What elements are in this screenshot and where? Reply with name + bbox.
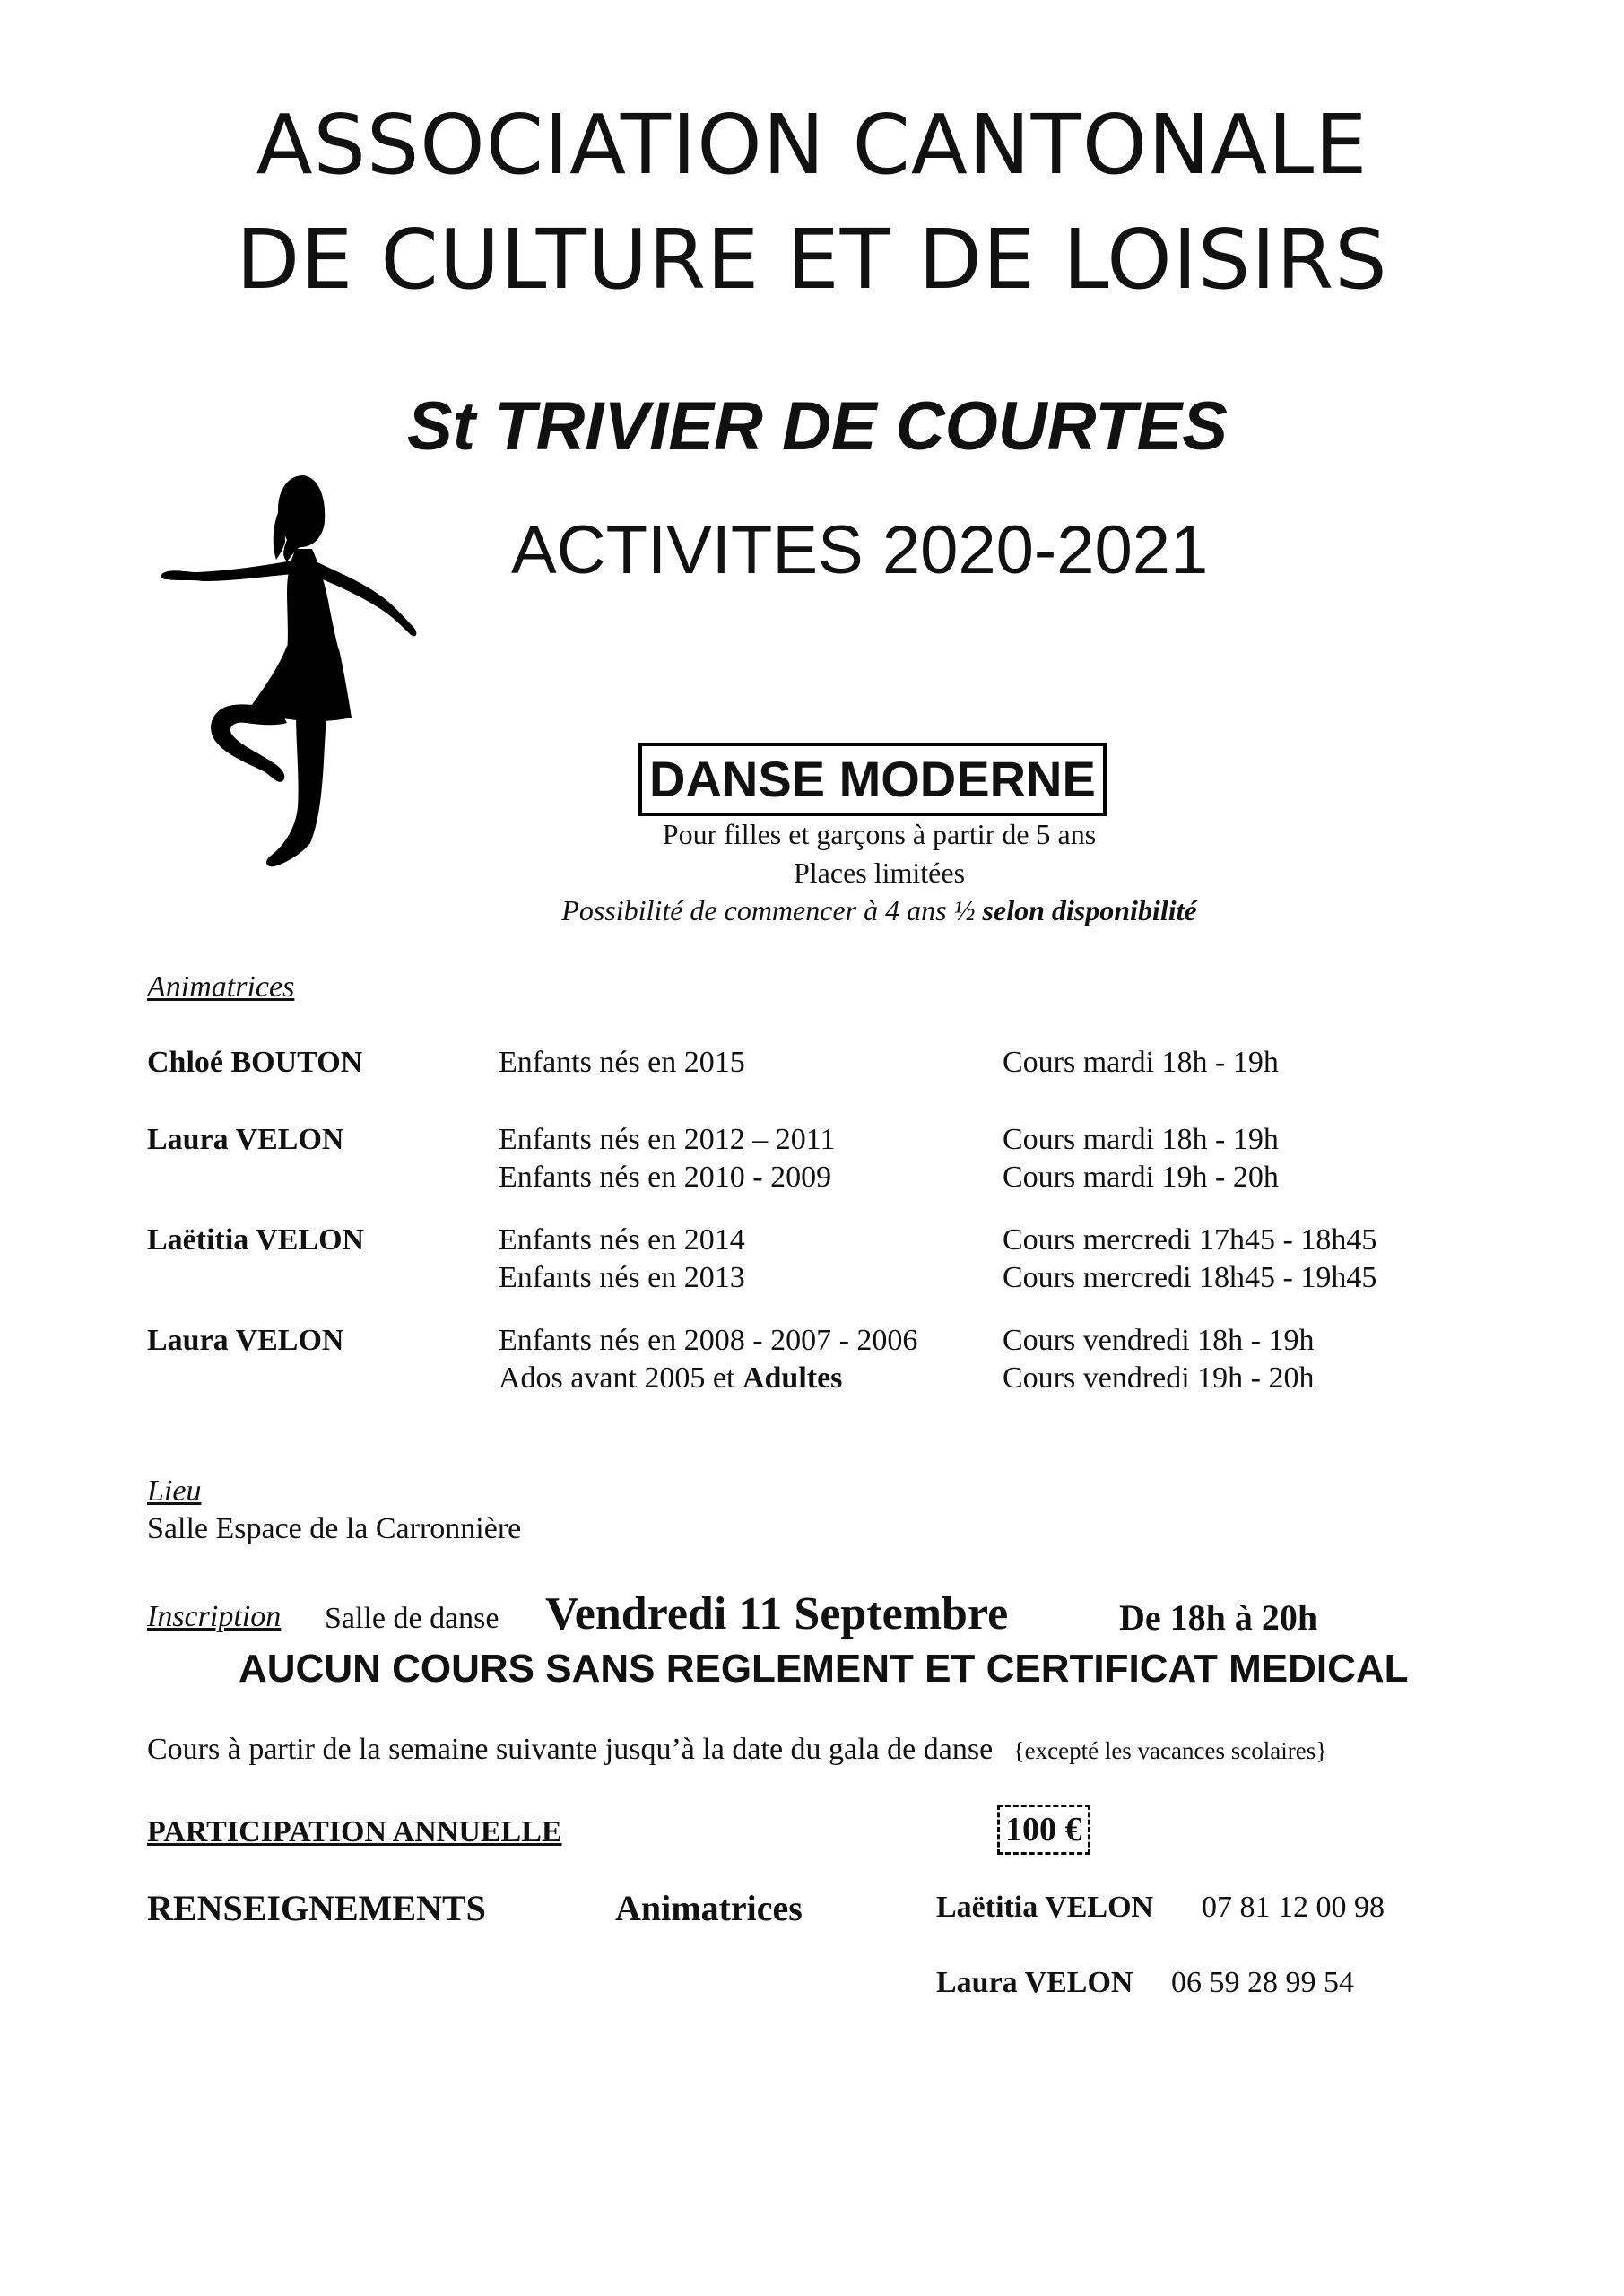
group-audience [499, 1361, 842, 1396]
title-line-1: ASSOCIATION CANTONALE [256, 97, 1368, 193]
inscription-warning: AUCUN COURS SANS REGLEMENT ET CERTIFICAT MEDICAL [239, 1647, 1409, 1691]
group-schedule: Cours mercredi 18h45 - 19h45 [1003, 1261, 1377, 1294]
group-schedule: Cours mardi 19h - 20h [1003, 1161, 1279, 1194]
participation-label: PARTICIPATION ANNUELLE [147, 1815, 562, 1848]
courses-note-exception: {excepté les vacances scolaires} [1012, 1737, 1328, 1764]
section-audience: Pour filles et garçons à partir de 5 ans [662, 818, 1097, 850]
city-heading: St TRIVIER DE COURTES [407, 388, 1228, 465]
activities-heading: ACTIVITES 2020-2021 [511, 512, 1209, 588]
group-schedule: Cours mardi 18h - 19h [1003, 1046, 1279, 1079]
inscription-date: Vendredi 11 Septembre [545, 1588, 1009, 1639]
participation-price: 100 € [997, 1805, 1090, 1855]
animatrice-name: Laura VELON [147, 1123, 344, 1156]
group-audience: Enfants nés en 2012 – 2011 [499, 1123, 836, 1156]
contact-sub-label: Animatrices [615, 1888, 803, 1928]
group-schedule: Cours vendredi 19h - 20h [1003, 1361, 1315, 1395]
inscription-hours: De 18h à 20h [1119, 1597, 1318, 1638]
group-audience: Enfants nés en 2010 - 2009 [499, 1161, 832, 1194]
inscription-label: Inscription [147, 1600, 282, 1633]
group-audience-plain: Ados avant 2005 et [499, 1361, 743, 1395]
possibility-italic: Possibilité de commencer à 4 ans ½ [561, 894, 976, 926]
section-possibility [0, 894, 1624, 927]
courses-note [147, 1733, 1327, 1767]
dancer-silhouette-icon [152, 466, 439, 870]
possibility-bold: selon disponibilité [982, 894, 1197, 926]
group-audience-bold: Adultes [742, 1361, 843, 1395]
contact-name: Laura VELON [936, 1966, 1133, 1999]
animatrice-name: Chloé BOUTON [147, 1046, 363, 1079]
contact-phone: 06 59 28 99 54 [1171, 1966, 1354, 1999]
group-audience: Enfants nés en 2015 [499, 1046, 745, 1079]
animatrices-label: Animatrices [147, 970, 295, 1004]
lieu-label: Lieu [147, 1474, 202, 1508]
lieu-value: Salle Espace de la Carronnière [147, 1512, 522, 1545]
courses-note-text: Cours à partir de la semaine suivante jusqu’à la date du gala de danse [147, 1733, 994, 1766]
group-schedule: Cours vendredi 18h - 19h [1003, 1324, 1315, 1357]
section-title-danse-moderne: DANSE MODERNE [638, 743, 1107, 816]
contact-phone: 07 81 12 00 98 [1202, 1891, 1385, 1924]
title-line-2: DE CULTURE ET DE LOISIRS [236, 212, 1388, 308]
contact-label: RENSEIGNEMENTS [147, 1888, 486, 1928]
animatrice-name: Laura VELON [147, 1324, 344, 1357]
group-schedule: Cours mardi 18h - 19h [1003, 1123, 1279, 1156]
animatrice-name: Laëtitia VELON [147, 1223, 365, 1257]
contact-name: Laëtitia VELON [936, 1891, 1154, 1924]
group-schedule: Cours mercredi 17h45 - 18h45 [1003, 1223, 1377, 1257]
section-places: Places limitées [793, 857, 966, 889]
group-audience: Enfants nés en 2013 [499, 1261, 745, 1294]
inscription-place: Salle de danse [325, 1602, 499, 1635]
group-audience: Enfants nés en 2008 - 2007 - 2006 [499, 1324, 918, 1357]
group-audience: Enfants nés en 2014 [499, 1223, 745, 1257]
